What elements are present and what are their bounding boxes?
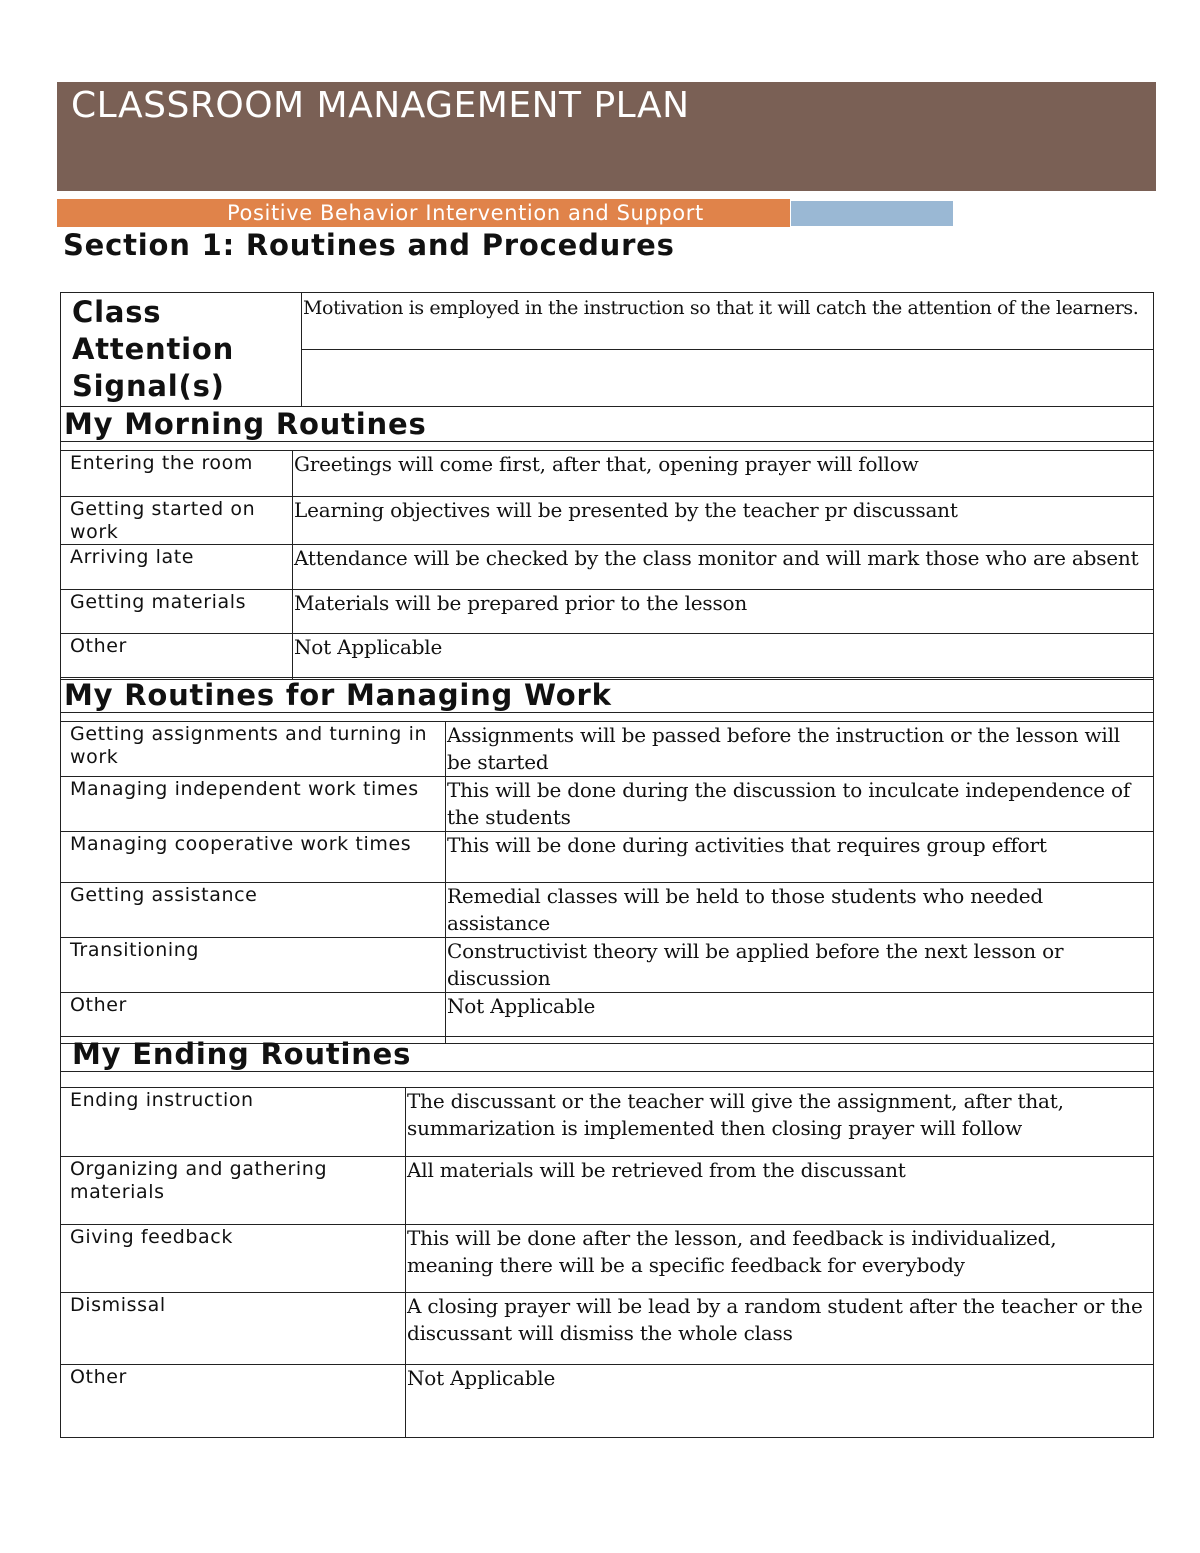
morning-row-label: Getting materials bbox=[61, 590, 293, 634]
morning-row-value: Attendance will be checked by the class monitor and will mark those who are absent bbox=[293, 545, 1154, 590]
morning-table bbox=[60, 406, 1154, 680]
attention-label: Class Attention Signal(s) bbox=[72, 295, 235, 403]
work-table bbox=[60, 677, 1154, 1044]
attention-table bbox=[60, 292, 1154, 407]
ending-row-value: All materials will be retrieved from the discussant bbox=[406, 1157, 1154, 1225]
work-row-value: This will be done during activities that requires group effort bbox=[446, 832, 1154, 883]
work-row-label: Getting assistance bbox=[61, 883, 446, 938]
work-gap bbox=[61, 713, 1154, 722]
morning-row-value: Not Applicable bbox=[293, 634, 1154, 680]
morning-row-label: Entering the room bbox=[61, 451, 293, 497]
ending-gap bbox=[61, 1072, 1154, 1088]
attention-value: Motivation is employed in the instruction so that it will catch the attention of the learners. bbox=[302, 293, 1154, 350]
subtitle-bar bbox=[57, 199, 790, 227]
ending-row-value: The discussant or the teacher will give the assignment, after that, summarization is implemented then closing prayer will follow bbox=[406, 1088, 1154, 1157]
attention-empty-cell bbox=[302, 350, 1154, 407]
attention-label-cell bbox=[61, 293, 302, 407]
morning-row-label: Other bbox=[61, 634, 293, 680]
work-row-label: Managing independent work times bbox=[61, 777, 446, 832]
ending-row-label: Giving feedback bbox=[61, 1225, 406, 1293]
work-row-value: Remedial classes will be held to those students who needed assistance bbox=[446, 883, 1154, 938]
morning-row-value: Learning objectives will be presented by the teacher pr discussant bbox=[293, 497, 1154, 545]
work-row-label: Managing cooperative work times bbox=[61, 832, 446, 883]
title-banner bbox=[57, 82, 1156, 191]
morning-row-value: Materials will be prepared prior to the lesson bbox=[293, 590, 1154, 634]
work-row-value: Not Applicable bbox=[446, 993, 1154, 1044]
accent-bar bbox=[791, 201, 953, 226]
morning-row-label: Getting started on work bbox=[61, 497, 293, 545]
ending-row-value: A closing prayer will be lead by a random student after the teacher or the discussant will dismiss the whole class bbox=[406, 1293, 1154, 1365]
morning-gap bbox=[61, 442, 1154, 451]
work-row-value: Assignments will be passed before the instruction or the lesson will be started bbox=[446, 722, 1154, 777]
ending-row-label: Other bbox=[61, 1365, 406, 1438]
document-title: CLASSROOM MANAGEMENT PLAN bbox=[71, 85, 690, 126]
ending-row-label: Dismissal bbox=[61, 1293, 406, 1365]
ending-heading: My Ending Routines bbox=[61, 1037, 1154, 1072]
work-row-label: Transitioning bbox=[61, 938, 446, 993]
work-row-value: This will be done during the discussion to inculcate independence of the students bbox=[446, 777, 1154, 832]
ending-row-value: Not Applicable bbox=[406, 1365, 1154, 1438]
ending-table bbox=[60, 1036, 1154, 1438]
work-row-label: Other bbox=[61, 993, 446, 1044]
ending-row-label: Organizing and gathering materials bbox=[61, 1157, 406, 1225]
morning-row-label: Arriving late bbox=[61, 545, 293, 590]
ending-row-label: Ending instruction bbox=[61, 1088, 406, 1157]
document-subtitle: Positive Behavior Intervention and Support bbox=[227, 201, 704, 225]
work-row-label: Getting assignments and turning in work bbox=[61, 722, 446, 777]
ending-row-value: This will be done after the lesson, and feedback is individualized, meaning there will be a specific feedback for everybody bbox=[406, 1225, 1154, 1293]
work-row-value: Constructivist theory will be applied before the next lesson or discussion bbox=[446, 938, 1154, 993]
morning-row-value: Greetings will come first, after that, opening prayer will follow bbox=[293, 451, 1154, 497]
work-heading: My Routines for Managing Work bbox=[61, 678, 1154, 713]
section-title: Section 1: Routines and Procedures bbox=[63, 228, 675, 262]
morning-heading: My Morning Routines bbox=[61, 407, 1154, 442]
